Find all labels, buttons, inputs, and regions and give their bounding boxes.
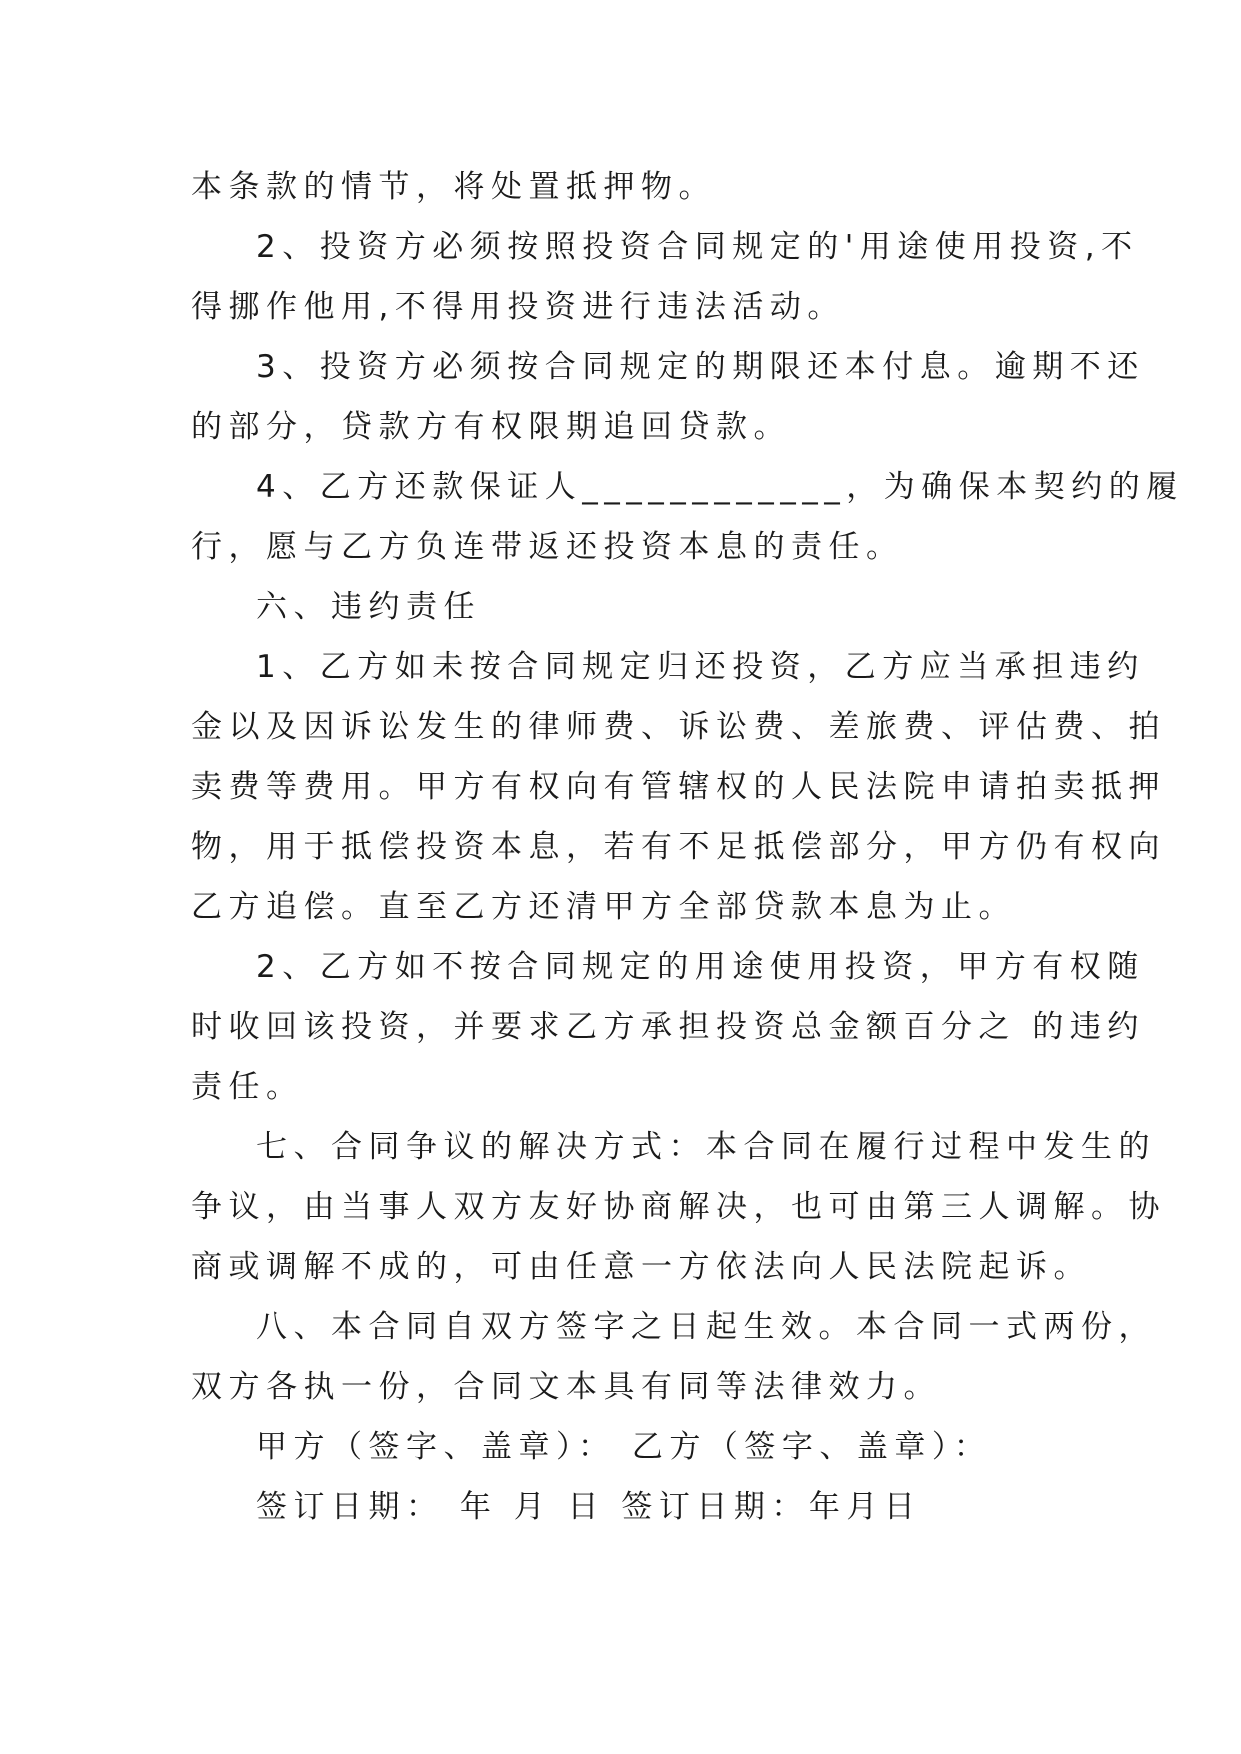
text-line: 本条款的情节，将处置抵押物。 xyxy=(191,169,716,205)
text-line: 乙方追偿。直至乙方还清甲方全部贷款本息为止。 xyxy=(191,889,1016,925)
text-line: 责任。 xyxy=(191,1069,304,1105)
text-line: 2、投资方必须按照投资合同规定的'用途使用投资,不 xyxy=(256,229,1139,265)
text-line: 八、本合同自双方签字之日起生效。本合同一式两份， xyxy=(256,1309,1156,1345)
text-line: 争议，由当事人双方友好协商解决，也可由第三人调解。协 xyxy=(191,1189,1166,1225)
text-line: 4、乙方还款保证人____________，为确保本契约的履 xyxy=(256,469,1184,505)
text-line: 物，用于抵偿投资本息，若有不足抵偿部分，甲方仍有权向 xyxy=(191,829,1166,865)
signature-line: 甲方（签字、盖章）： 乙方（签字、盖章）： xyxy=(256,1429,992,1465)
text-line: 商或调解不成的，可由任意一方依法向人民法院起诉。 xyxy=(191,1249,1091,1285)
text-line: 时收回该投资，并要求乙方承担投资总金额百分之 的违约 xyxy=(191,1009,1145,1045)
text-line: 七、合同争议的解决方式：本合同在履行过程中发生的 xyxy=(256,1129,1156,1165)
text-line: 金以及因诉讼发生的律师费、诉讼费、差旅费、评估费、拍 xyxy=(191,709,1166,745)
text-line: 3、投资方必须按合同规定的期限还本付息。逾期不还 xyxy=(256,349,1145,385)
text-line: 行，愿与乙方负连带返还投资本息的责任。 xyxy=(191,529,904,565)
section-heading: 六、违约责任 xyxy=(256,589,481,625)
date-line: 签订日期： 年 月 日 签订日期：年月日 xyxy=(256,1489,922,1525)
text-line: 得挪作他用,不得用投资进行违法活动。 xyxy=(191,289,845,325)
text-line: 双方各执一份，合同文本具有同等法律效力。 xyxy=(191,1369,941,1405)
text-line: 2、乙方如不按合同规定的用途使用投资，甲方有权随 xyxy=(256,949,1145,985)
text-line: 1、乙方如未按合同规定归还投资，乙方应当承担违约 xyxy=(256,649,1145,685)
text-line: 的部分，贷款方有权限期追回贷款。 xyxy=(191,409,791,445)
text-line: 卖费等费用。甲方有权向有管辖权的人民法院申请拍卖抵押 xyxy=(191,769,1166,805)
